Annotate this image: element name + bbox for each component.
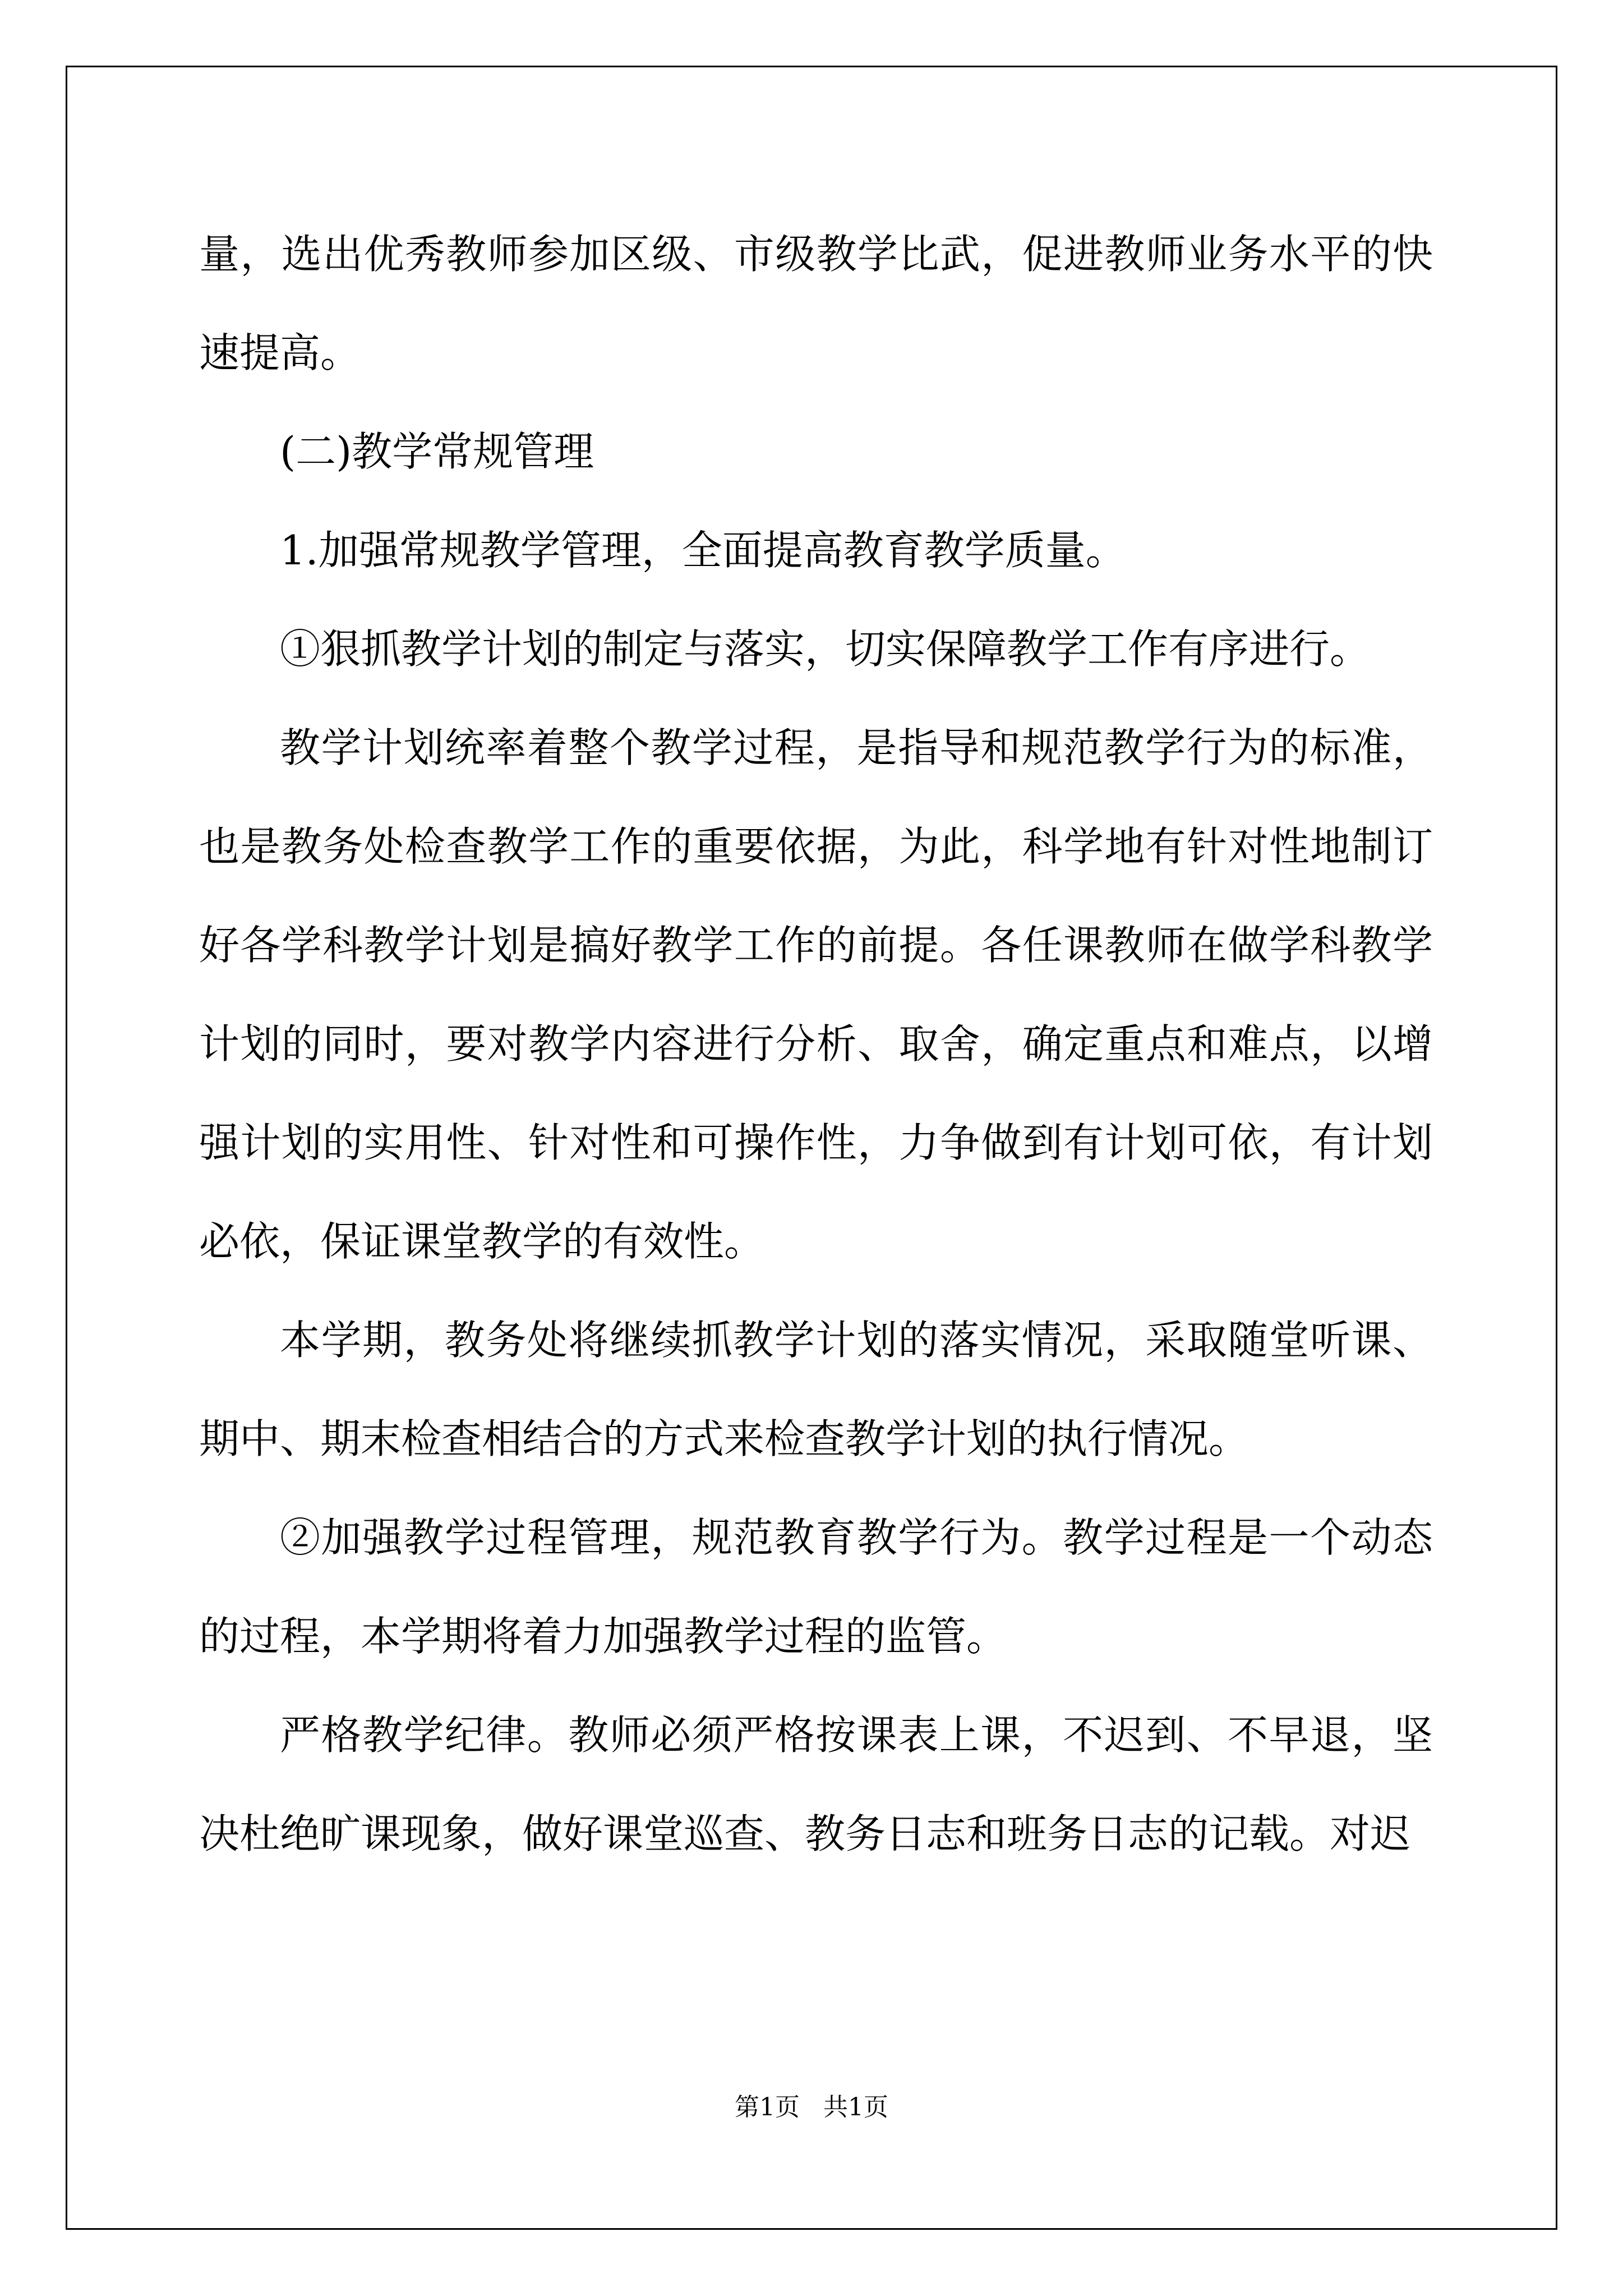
paragraph-plan: 教学计划统率着整个教学过程，是指导和规范教学行为的标准，也是教务处检查教学工作的重要依据，为此，科学地有针对性地制订好各学科教学计划是搞好教学工作的前提。各任课教师在做学科教学计划的同时，要对教学内容进行分析、取舍，确定重点和难点，以增强计划的实用性、针对性和可操作性，力争做到有计划可依，有计划必依，保证课堂教学的有效性。 bbox=[199, 724, 1433, 1265]
paragraph-point-1: ①狠抓教学计划的制定与落实，切实保障教学工作有序进行。 bbox=[280, 625, 1371, 673]
document-body bbox=[199, 205, 1433, 1883]
paragraph-1: 量，选出优秀教师参加区级、市级教学比武，促进教师业务水平的快速提高。 bbox=[199, 231, 1433, 376]
paragraph-point-2: ②加强教学过程管理，规范教育教学行为。教学过程是一个动态的过程，本学期将着力加强教学过程的监管。 bbox=[199, 1514, 1433, 1660]
page-footer: 第1页 共1页 bbox=[735, 2093, 888, 2122]
paragraph-discipline: 严格教学纪律。教师必须严格按课表上课，不迟到、不早退，坚决杜绝旷课现象，做好课堂巡查、教务日志和班务日志的记载。对迟 bbox=[199, 1711, 1433, 1857]
subsection-heading: 1.加强常规教学管理，全面提高教育教学质量。 bbox=[280, 527, 1126, 574]
section-heading: (二)教学常规管理 bbox=[280, 428, 594, 475]
paragraph-semester: 本学期，教务处将继续抓教学计划的落实情况，采取随堂听课、期中、期末检查相结合的方式来检查教学计划的执行情况。 bbox=[199, 1317, 1433, 1462]
